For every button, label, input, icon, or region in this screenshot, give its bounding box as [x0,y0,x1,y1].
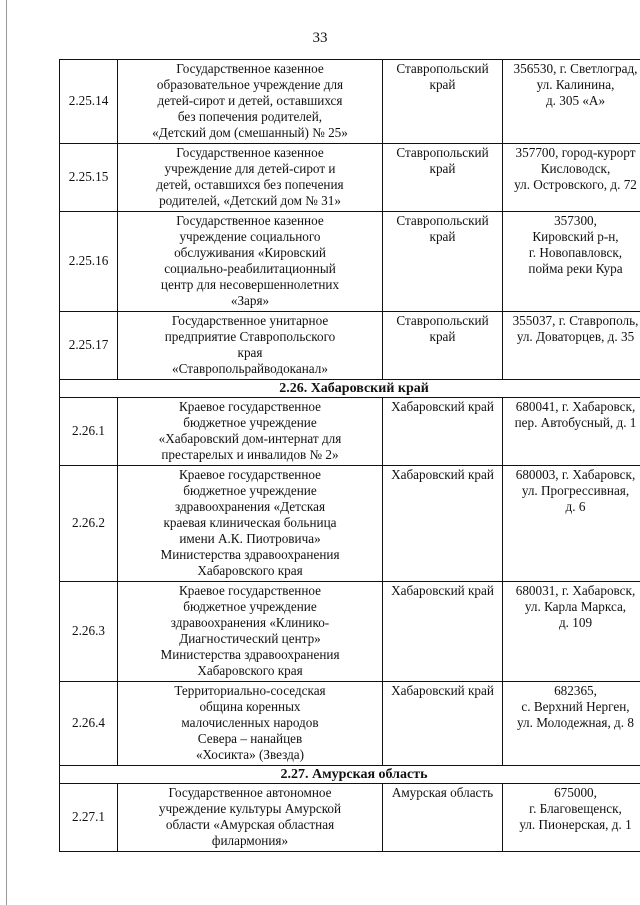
row-number: 2.25.14 [60,60,118,144]
row-number: 2.27.1 [60,784,118,852]
organization-name-line: «Хабаровский дом-интернат для [158,431,342,446]
address [503,682,640,766]
address [503,784,640,852]
organization-name-line: без попечения родителей, [177,109,323,124]
region-name-line: Ставропольский [396,145,489,160]
organization-name-line: обслуживания «Кировский [174,245,326,260]
address [503,144,640,212]
organization-name-line: Хабаровского края [197,663,303,678]
organization-name-line: Хабаровского края [197,563,303,578]
organization-name-line: Министерства здравоохранения [160,647,340,662]
address-line: 675000, [554,785,597,800]
row-number: 2.26.3 [60,582,118,682]
address-line: г. Благовещенск, [529,801,622,816]
address-line: с. Верхний Нерген, [521,699,630,714]
address [503,312,640,380]
region-name [383,466,503,582]
scan-edge-line [6,0,7,905]
address-line: 680031, г. Хабаровск, [515,583,636,598]
region-name [383,682,503,766]
organization-name-line: Севера – нанайцев [197,731,303,746]
address [503,212,640,312]
region-name-line: край [429,329,456,344]
address-line: ул. Доваторцев, д. 35 [516,329,635,344]
organization-name [118,312,383,380]
organization-name-line: престарелых и инвалидов № 2» [161,447,339,462]
organization-name-line: община коренных [199,699,301,714]
address-line: Кисловодск, [540,161,611,176]
table-row [60,212,640,312]
organization-name-line: социально-реабилитационный [164,261,336,276]
region-name [383,784,503,852]
address [503,582,640,682]
section-header-row [60,766,640,784]
address [503,398,640,466]
address-line: ул. Калинина, [536,77,615,92]
organization-name-line: Государственное казенное [176,145,324,160]
address-line: 680003, г. Хабаровск, [515,467,636,482]
section-header-row [60,380,640,398]
address-line: ул. Карла Маркса, [524,599,627,614]
section-title: 2.26. Хабаровский край [60,380,640,398]
address-line: ул. Молодежная, д. 8 [517,715,634,730]
table-row [60,682,640,766]
organization-name-line: «Заря» [230,293,270,308]
address-line: Кировский р-н, [532,229,619,244]
address-line: д. 109 [558,615,593,630]
region-name [383,312,503,380]
region-name-line: край [429,77,456,92]
row-number: 2.26.4 [60,682,118,766]
organization-name-line: здравоохранения «Клинико- [170,615,330,630]
address [503,466,640,582]
organization-name-line: Государственное унитарное [171,313,329,328]
table-row [60,466,640,582]
organization-name-line: бюджетное учреждение [183,483,317,498]
region-name-line: край [429,229,456,244]
organization-name-line: центр для несовершеннолетних [160,277,340,292]
address-line: г. Новопавловск, [528,245,623,260]
address-line: 682365, [554,683,597,698]
organization-name-line: Краевое государственное [178,399,322,414]
address-line: ул. Островского, д. 72 [514,177,637,192]
address-line: 356530, г. Светлоград, [513,61,638,76]
section-title: 2.27. Амурская область [60,766,640,784]
organization-name-line: бюджетное учреждение [183,415,317,430]
address-line: ул. Прогрессивная, [521,483,630,498]
row-number: 2.25.15 [60,144,118,212]
organization-name [118,582,383,682]
organization-name-line: Диагностический центр» [179,631,321,646]
table-row [60,312,640,380]
organization-name-line: области «Амурская областная [165,817,335,832]
organization-name [118,682,383,766]
organization-name-line: филармония» [211,833,289,848]
region-name [383,212,503,312]
organization-name-line: образовательное учреждение для [156,77,344,92]
region-name-line: Хабаровский край [391,683,494,698]
address-line: пойма реки Кура [528,261,623,276]
address-line: пер. Автобусный, д. 1 [514,415,637,430]
region-name-line: Ставропольский [396,213,489,228]
organization-name-line: краевая клиническая больница [163,515,337,530]
address-line: д. 6 [565,499,586,514]
organization-name-line: края [237,345,263,360]
region-name [383,144,503,212]
address [503,60,640,144]
region-name-line: Ставропольский [396,61,489,76]
organization-name-line: Краевое государственное [178,583,322,598]
address-line: 680041, г. Хабаровск, [515,399,636,414]
organization-name [118,398,383,466]
organization-name-line: «Детский дом (смешанный) № 25» [152,125,348,140]
organization-name-line: имени А.К. Пиотровича» [179,531,321,546]
organization-name-line: Краевое государственное [178,467,322,482]
address-line: ул. Пионерская, д. 1 [519,817,632,832]
organization-name-line: «Хосикта» (Звезда) [195,747,305,762]
region-name [383,60,503,144]
region-name [383,582,503,682]
organization-name [118,466,383,582]
address-line: д. 305 «А» [545,93,606,108]
table-row [60,784,640,852]
page-number: 33 [312,30,328,46]
organization-name-line: детей-сирот и детей, оставшихся [157,93,343,108]
organization-name-line: Территориально-соседская [174,683,326,698]
organizations-table [59,59,640,852]
table-row [60,60,640,144]
region-name-line: Хабаровский край [391,467,494,482]
organization-name-line: учреждение социального [179,229,321,244]
organization-name-line: Государственное казенное [176,61,324,76]
organization-name [118,784,383,852]
address-line: 355037, г. Ставрополь, [512,313,639,328]
organization-name-line: здравоохранения «Детская [174,499,326,514]
region-name-line: Хабаровский край [391,583,494,598]
organization-name-line: учреждение для детей-сирот и [164,161,336,176]
row-number: 2.25.16 [60,212,118,312]
region-name-line: край [429,161,456,176]
organization-name-line: Министерства здравоохранения [160,547,340,562]
organization-name [118,212,383,312]
organization-name-line: предприятие Ставропольского [164,329,336,344]
table-row [60,398,640,466]
organization-name-line: родителей, «Детский дом № 31» [159,193,341,208]
organization-name-line: учреждение культуры Амурской [158,801,342,816]
region-name [383,398,503,466]
region-name-line: Амурская область [391,785,494,800]
organization-name-line: малочисленных народов [181,715,319,730]
organization-name-line: «Ставропольрайводоканал» [172,361,328,376]
organization-name-line: детей, оставшихся без попечения [156,177,344,192]
organization-name-line: бюджетное учреждение [183,599,317,614]
address-line: 357700, город-курорт [515,145,636,160]
table-row [60,582,640,682]
region-name-line: Хабаровский край [391,399,494,414]
table-row [60,144,640,212]
organization-name-line: Государственное автономное [168,785,332,800]
organization-name [118,144,383,212]
organization-name [118,60,383,144]
row-number: 2.26.2 [60,466,118,582]
region-name-line: Ставропольский [396,313,489,328]
row-number: 2.26.1 [60,398,118,466]
address-line: 357300, [554,213,597,228]
row-number: 2.25.17 [60,312,118,380]
organization-name-line: Государственное казенное [176,213,324,228]
